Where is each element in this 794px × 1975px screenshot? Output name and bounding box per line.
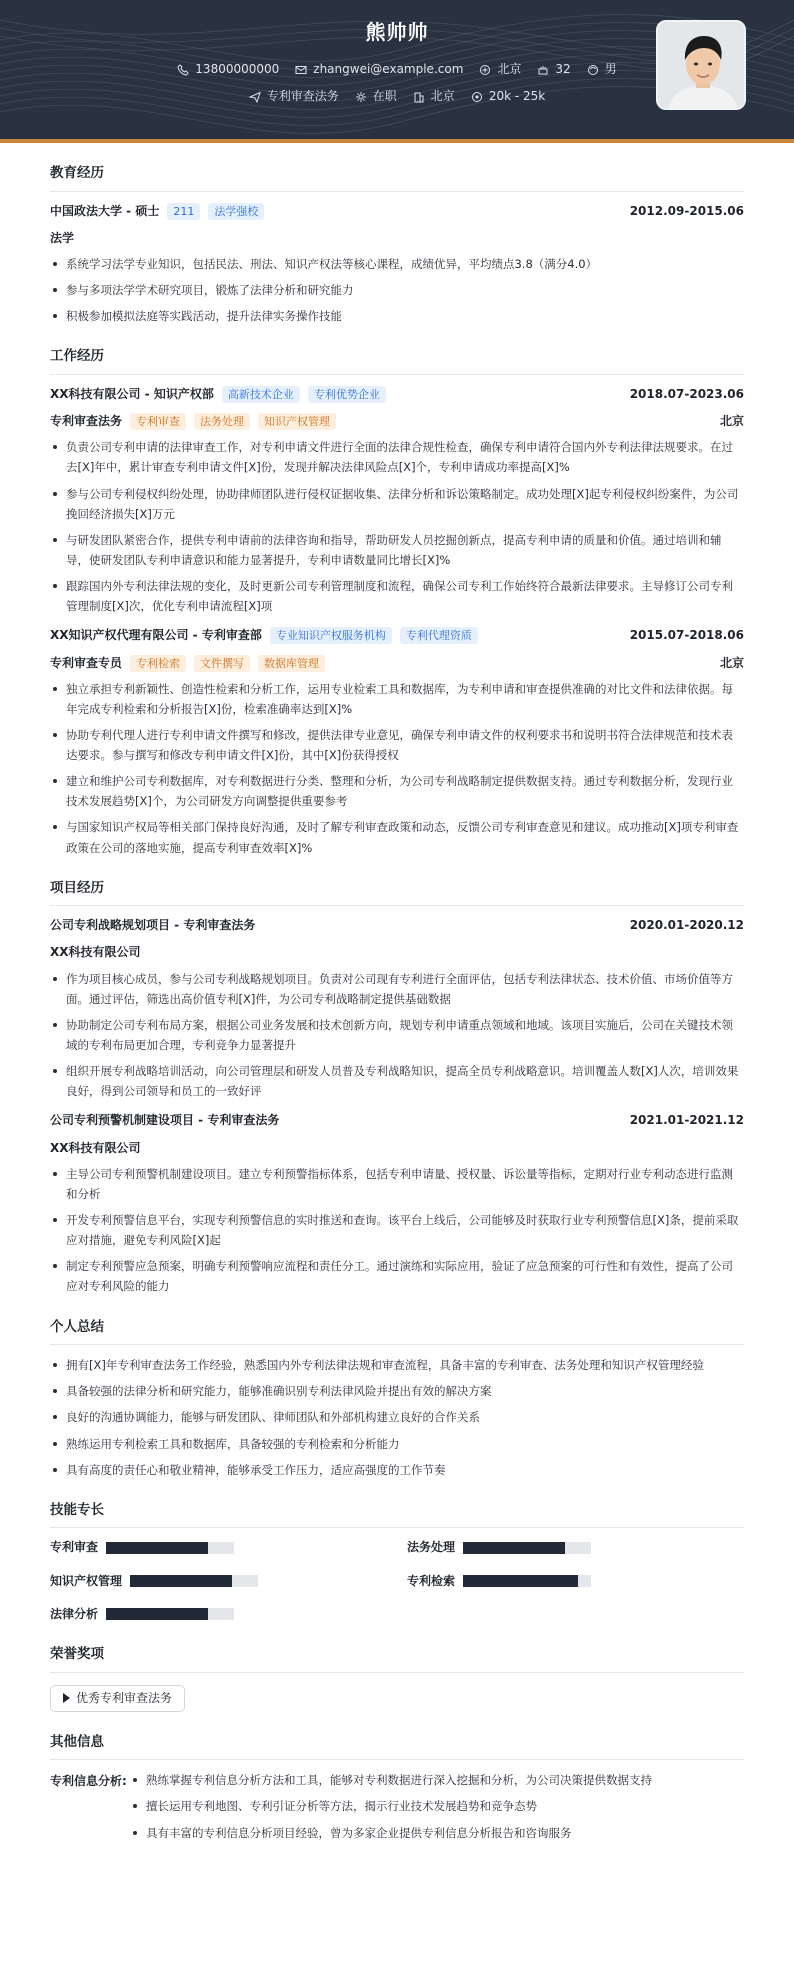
skill-item bbox=[407, 1572, 744, 1591]
position-tag: 知识产权管理 bbox=[258, 413, 336, 430]
other-info bbox=[50, 1770, 744, 1848]
skill-bar bbox=[106, 1542, 234, 1554]
job-date: 2018.07-2023.06 bbox=[629, 386, 744, 401]
skill-name: 法律分析 bbox=[50, 1606, 99, 1621]
avatar bbox=[656, 20, 746, 110]
skill-bar-fill bbox=[463, 1575, 578, 1587]
list-item: 独立承担专利新颖性、创造性检索和分析工作，运用专业检索工具和数据库，为专利申请和审查提供准确的对比文件和法律依据。每年完成专利检索和分析报告[X]份，检索准确率达到[X]% bbox=[50, 679, 744, 719]
other-bullets bbox=[130, 1770, 652, 1848]
job-entry bbox=[50, 626, 744, 857]
salary-item bbox=[471, 87, 545, 106]
awards-section bbox=[50, 1644, 744, 1712]
project-org-row bbox=[50, 1139, 744, 1158]
salary-icon bbox=[471, 91, 483, 103]
position-name: 专利审查专员 bbox=[50, 655, 123, 670]
section-title: 项目经历 bbox=[50, 878, 744, 907]
project-org: XX科技有限公司 bbox=[50, 1140, 141, 1155]
location-text: 北京 bbox=[497, 62, 522, 76]
location-item bbox=[479, 60, 521, 79]
skill-bar bbox=[106, 1608, 234, 1620]
skill-name: 知识产权管理 bbox=[50, 1573, 123, 1588]
skill-item bbox=[50, 1538, 387, 1557]
job-city: 北京 bbox=[719, 655, 744, 670]
play-triangle-icon bbox=[63, 1693, 70, 1703]
project-date: 2021.01-2021.12 bbox=[629, 1113, 744, 1128]
school-tag: 211 bbox=[167, 203, 200, 220]
list-item: 系统学习法学专业知识，包括民法、刑法、知识产权法等核心课程，成绩优异，平均绩点3.8（满分4.0） bbox=[50, 254, 744, 274]
education-bullets bbox=[50, 254, 744, 326]
list-item: 具备较强的法律分析和研究能力，能够准确识别专利法律风险并提出有效的解决方案 bbox=[50, 1381, 744, 1401]
age-text: 32 bbox=[555, 62, 571, 76]
position-tag: 专利审查 bbox=[130, 413, 186, 430]
skill-bar bbox=[463, 1542, 591, 1554]
project-head bbox=[50, 916, 744, 935]
section-title: 技能专长 bbox=[50, 1500, 744, 1529]
company-name: XX知识产权代理有限公司 - 专利审查部 bbox=[50, 628, 262, 643]
age-item bbox=[537, 60, 570, 79]
school-tag: 法学强校 bbox=[208, 203, 264, 220]
job-city: 北京 bbox=[719, 414, 744, 429]
project-org-row bbox=[50, 943, 744, 962]
projects-section bbox=[50, 878, 744, 1297]
email-item bbox=[295, 60, 463, 79]
city-text: 北京 bbox=[430, 89, 455, 103]
project-org: XX科技有限公司 bbox=[50, 945, 141, 960]
list-item: 良好的沟通协调能力，能够与研发团队、律师团队和外部机构建立良好的合作关系 bbox=[50, 1407, 744, 1427]
position-tag: 数据库管理 bbox=[258, 655, 325, 672]
section-title: 工作经历 bbox=[50, 346, 744, 375]
skill-bar-fill bbox=[106, 1542, 208, 1554]
summary-section bbox=[50, 1317, 744, 1480]
location-icon bbox=[479, 64, 491, 76]
send-icon bbox=[249, 91, 261, 103]
salary-text: 20k - 25k bbox=[488, 89, 546, 103]
summary-bullets bbox=[50, 1355, 744, 1480]
status-text: 在职 bbox=[372, 89, 397, 103]
job-title-item bbox=[249, 87, 339, 106]
list-item: 拥有[X]年专利审查法务工作经验，熟悉国内外专利法律法规和审查流程，具备丰富的专利审查、法务处理和知识产权管理经验 bbox=[50, 1355, 744, 1375]
city-item bbox=[413, 87, 455, 106]
section-title: 教育经历 bbox=[50, 163, 744, 192]
status-icon bbox=[355, 91, 367, 103]
education-section bbox=[50, 163, 744, 326]
list-item: 擅长运用专利地图、专利引证分析等方法，揭示行业技术发展趋势和竞争态势 bbox=[130, 1796, 652, 1816]
job-head bbox=[50, 385, 744, 404]
project-entry bbox=[50, 1111, 744, 1296]
other-label: 专利信息分析: bbox=[50, 1774, 127, 1789]
list-item: 具有丰富的专利信息分析项目经验，曾为多家企业提供专利信息分析报告和咨询服务 bbox=[130, 1823, 652, 1843]
list-item: 与研发团队紧密合作，提供专利申请前的法律咨询和指导，帮助研发人员挖掘创新点，提高专利申请的质量和价值。通过培训和辅导，使研发团队专利申请意识和能力显著提升，专利申请数量同比增长[X]% bbox=[50, 530, 744, 570]
phone-text: 13800000000 bbox=[195, 62, 280, 76]
position-tag: 文件撰写 bbox=[194, 655, 250, 672]
phone-item bbox=[177, 60, 279, 79]
email-text: zhangwei@example.com bbox=[313, 62, 464, 76]
job-head bbox=[50, 626, 744, 645]
list-item: 熟练掌握专利信息分析方法和工具，能够对专利数据进行深入挖掘和分析，为公司决策提供数据支持 bbox=[130, 1770, 652, 1790]
avatar-photo bbox=[658, 22, 746, 110]
other-section bbox=[50, 1732, 744, 1849]
list-item: 协助专利代理人进行专利申请文件撰写和修改，提供法律专业意见，确保专利申请文件的权利要求书和说明书符合法律规范和技术表达要求。参与撰写和修改专利申请文件[X]份，其中[X]份获得授权 bbox=[50, 725, 744, 765]
skill-bar-fill bbox=[130, 1575, 232, 1587]
skills-grid bbox=[50, 1538, 744, 1624]
gender-icon bbox=[587, 64, 599, 76]
building-icon bbox=[413, 91, 425, 103]
education-date: 2012.09-2015.06 bbox=[629, 203, 744, 218]
list-item: 具有高度的责任心和敬业精神，能够承受工作压力，适应高强度的工作节奏 bbox=[50, 1460, 744, 1480]
list-item: 跟踪国内外专利法律法规的变化，及时更新公司专利管理制度和流程，确保公司专利工作始终符合最新法律要求。主导修订公司专利管理制度[X]次，优化专利申请流程[X]项 bbox=[50, 576, 744, 616]
list-item: 作为项目核心成员，参与公司专利战略规划项目。负责对公司现有专利进行全面评估，包括专利法律状态、技术价值、市场价值等方面。通过评估，筛选出高价值专利[X]件，为公司专利战略制定提供基础数据 bbox=[50, 969, 744, 1009]
position-tag: 法务处理 bbox=[194, 413, 250, 430]
candidate-name: 熊帅帅 bbox=[365, 20, 429, 44]
major: 法学 bbox=[50, 230, 75, 245]
list-item: 制定专利预警应急预案，明确专利预警响应流程和责任分工。通过演练和实际应用，验证了应急预案的可行性和有效性，提高了公司应对专利风险的能力 bbox=[50, 1256, 744, 1296]
skill-bar-fill bbox=[463, 1542, 565, 1554]
award-name: 优秀专利审查法务 bbox=[76, 1690, 173, 1705]
list-item: 开发专利预警信息平台，实现专利预警信息的实时推送和查询。该平台上线后，公司能够及时获取行业专利预警信息[X]条，提前采取应对措施，避免专利风险[X]起 bbox=[50, 1210, 744, 1250]
skills-section bbox=[50, 1500, 744, 1624]
project-bullets bbox=[50, 1164, 744, 1297]
major-row bbox=[50, 229, 744, 248]
list-item: 与国家知识产权局等相关部门保持良好沟通，及时了解专利审查政策和动态，反馈公司专利审查意见和建议。成功推动[X]项专利审查政策在公司的落地实施，提高专利审查效率[X]% bbox=[50, 817, 744, 857]
status-item bbox=[355, 87, 397, 106]
company-tag: 高新技术企业 bbox=[222, 386, 300, 403]
company-tag: 专利代理资质 bbox=[400, 627, 478, 644]
list-item: 主导公司专利预警机制建设项目。建立专利预警指标体系，包括专利申请量、授权量、诉讼量等指标，定期对行业专利动态进行监测和分析 bbox=[50, 1164, 744, 1204]
education-entry-head bbox=[50, 202, 744, 221]
school-name: 中国政法大学 - 硕士 bbox=[50, 203, 160, 218]
list-item: 参与公司专利侵权纠纷处理，协助律师团队进行侵权证据收集、法律分析和诉讼策略制定。成功处理[X]起专利侵权纠纷案件，为公司挽回经济损失[X]万元 bbox=[50, 484, 744, 524]
company-tag: 专利优势企业 bbox=[308, 386, 386, 403]
project-name: 公司专利预警机制建设项目 - 专利审查法务 bbox=[50, 1113, 280, 1128]
project-bullets bbox=[50, 969, 744, 1102]
position-tag: 专利检索 bbox=[130, 655, 186, 672]
job-date: 2015.07-2018.06 bbox=[629, 628, 744, 643]
list-item: 负责公司专利申请的法律审查工作，对专利申请文件进行全面的法律合规性检查，确保专利申请符合国内外专利法律法规要求。在过去[X]年中，累计审查专利申请文件[X]份，发现并解决法律风险点[X]个，专利申请成功率提高[X]% bbox=[50, 437, 744, 477]
job-bullets bbox=[50, 437, 744, 616]
list-item: 积极参加模拟法庭等实践活动，提升法律实务操作技能 bbox=[50, 306, 744, 326]
skill-name: 法务处理 bbox=[407, 1540, 456, 1555]
mail-icon bbox=[295, 64, 307, 76]
section-title: 其他信息 bbox=[50, 1732, 744, 1761]
age-icon bbox=[537, 64, 549, 76]
skill-bar-fill bbox=[106, 1608, 208, 1620]
resume-body bbox=[0, 163, 794, 1849]
gender-text: 男 bbox=[604, 62, 617, 76]
job-entry bbox=[50, 385, 744, 616]
position-row bbox=[50, 412, 744, 431]
phone-icon bbox=[177, 64, 189, 76]
list-item: 组织开展专利战略培训活动，向公司管理层和研发人员普及专利战略知识，提高全员专利战略意识。培训覆盖人数[X]人次，培训效果良好，得到公司领导和员工的一致好评 bbox=[50, 1061, 744, 1101]
gender-item bbox=[587, 60, 617, 79]
project-entry bbox=[50, 916, 744, 1101]
list-item: 建立和维护公司专利数据库，对专利数据进行分类、整理和分析，为公司专利战略制定提供数据支持。通过专利数据分析，发现行业技术发展趋势[X]个，为公司研发方向调整提供重要参考 bbox=[50, 771, 744, 811]
skill-item bbox=[50, 1605, 387, 1624]
skill-name: 专利审查 bbox=[50, 1540, 99, 1555]
skill-item bbox=[407, 1538, 744, 1557]
skill-item bbox=[50, 1572, 387, 1591]
section-title: 个人总结 bbox=[50, 1317, 744, 1346]
position-row bbox=[50, 654, 744, 673]
project-name: 公司专利战略规划项目 - 专利审查法务 bbox=[50, 918, 256, 933]
resume-header bbox=[0, 0, 794, 143]
job-title-text: 专利审查法务 bbox=[266, 89, 339, 103]
project-date: 2020.01-2020.12 bbox=[629, 918, 744, 933]
section-title: 荣誉奖项 bbox=[50, 1644, 744, 1673]
award-badge bbox=[50, 1685, 185, 1712]
skill-name: 专利检索 bbox=[407, 1573, 456, 1588]
position-name: 专利审查法务 bbox=[50, 414, 123, 429]
project-head bbox=[50, 1111, 744, 1130]
skill-bar bbox=[463, 1575, 591, 1587]
job-bullets bbox=[50, 679, 744, 858]
company-tag: 专业知识产权服务机构 bbox=[270, 627, 392, 644]
company-name: XX科技有限公司 - 知识产权部 bbox=[50, 386, 214, 401]
list-item: 参与多项法学学术研究项目，锻炼了法律分析和研究能力 bbox=[50, 280, 744, 300]
work-section bbox=[50, 346, 744, 857]
list-item: 熟练运用专利检索工具和数据库，具备较强的专利检索和分析能力 bbox=[50, 1434, 744, 1454]
skill-bar bbox=[130, 1575, 258, 1587]
list-item: 协助制定公司专利布局方案，根据公司业务发展和技术创新方向，规划专利申请重点领域和地域。该项目实施后，公司在关键技术领域的专利布局更加合理，专利竞争力显著提升 bbox=[50, 1015, 744, 1055]
